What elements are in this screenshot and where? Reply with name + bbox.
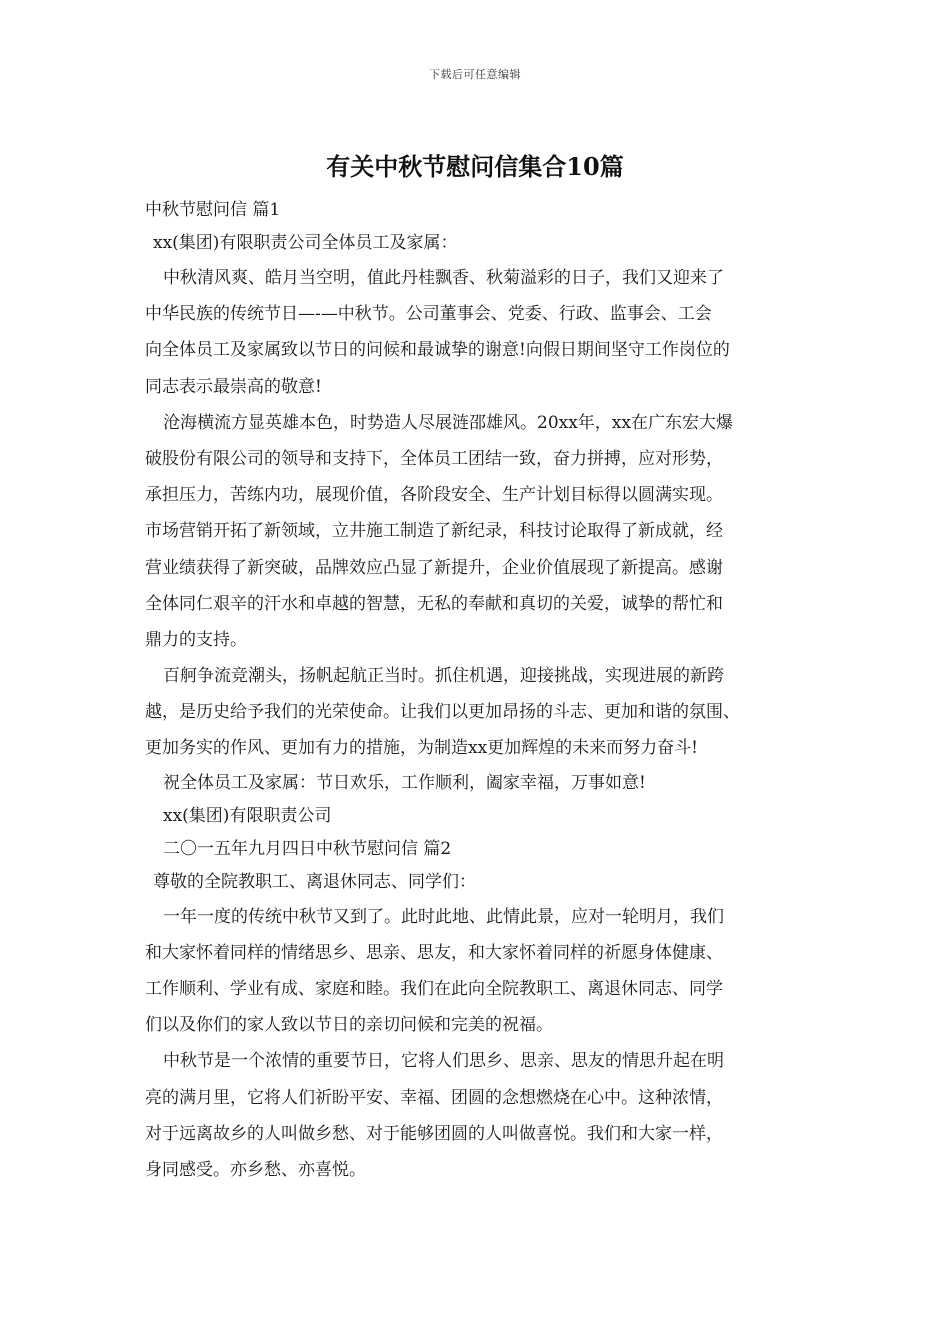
body-line: 亮的满月里，它将人们祈盼平安、幸福、团圆的念想燃烧在心中。这种浓情， <box>145 1087 723 1108</box>
body-line: 二〇一五年九月四日中秋节慰问信 篇2 <box>163 838 452 859</box>
body-line: 更加务实的作风、更加有力的措施，为制造xx更加辉煌的未来而努力奋斗! <box>145 738 699 759</box>
body-line: 对于远离故乡的人叫做乡愁、对于能够团圆的人叫做喜悦。我们和大家一样， <box>145 1123 723 1144</box>
body-line: xx(集团)有限职责公司全体员工及家属： <box>153 233 458 253</box>
body-line: 工作顺利、学业有成、家庭和睦。我们在此向全院教职工、离退休同志、同学 <box>145 979 723 999</box>
body-line: 百舸争流竞潮头，扬帆起航正当时。抓住机遇，迎接挑战，实现进展的新跨 <box>163 666 724 687</box>
body-line: 们以及你们的家人致以节日的亲切问候和完美的祝福。 <box>145 1015 553 1036</box>
body-line: 市场营销开拓了新领域，立井施工制造了新纪录，科技讨论取得了新成就，经 <box>145 521 723 542</box>
body-line: 中华民族的传统节日—-—中秋节。公司董事会、党委、行政、监事会、工会 <box>145 304 712 325</box>
body-line: 中秋清风爽、皓月当空明，值此丹桂飘香、秋菊溢彩的日子，我们又迎来了 <box>163 268 724 288</box>
body-line: 尊敬的全院教职工、离退休同志、同学们： <box>153 871 476 892</box>
body-line: 全体同仁艰辛的汗水和卓越的智慧，无私的奉献和真切的关爱，诚挚的帮忙和 <box>145 593 723 614</box>
body-line: 一年一度的传统中秋节又到了。此时此地、此情此景，应对一轮明月，我们 <box>163 906 724 927</box>
body-line: 中秋节是一个浓情的重要节日，它将人们思乡、思亲、思友的情思升起在明 <box>163 1051 724 1072</box>
body-line: 身同感受。亦乡愁、亦喜悦。 <box>145 1159 366 1180</box>
body-line: 同志表示最崇高的敬意! <box>145 376 322 397</box>
body-line: xx(集团)有限职责公司 <box>163 805 332 826</box>
body-line: 祝全体员工及家属：节日欢乐，工作顺利，阖家幸福，万事如意! <box>163 772 646 793</box>
document-body <box>145 194 835 1188</box>
body-line: 承担压力，苦练内功，展现价值，各阶段安全、生产计划目标得以圆满实现。 <box>145 485 723 506</box>
body-line: 和大家怀着同样的情绪思乡、思亲、思友，和大家怀着同样的祈愿身体健康、 <box>145 942 723 963</box>
body-line: 沧海横流方显英雄本色，时势造人尽展涟邵雄风。20xx年，xx在广东宏大爆 <box>163 412 733 433</box>
body-line: 向全体员工及家属致以节日的问候和最诚挚的谢意!向假日期间坚守工作岗位的 <box>145 340 730 361</box>
body-line: 营业绩获得了新突破，品牌效应凸显了新提升，企业价值展现了新提高。感谢 <box>145 557 723 578</box>
header-note: 下载后可任意编辑 <box>429 68 521 81</box>
body-line: 破股份有限公司的领导和支持下，全体员工团结一致，奋力拼搏，应对形势， <box>145 448 723 469</box>
body-line: 越，是历史给予我们的光荣使命。让我们以更加昂扬的斗志、更加和谐的氛围、 <box>145 702 740 723</box>
body-line: 中秋节慰问信 篇1 <box>145 200 281 220</box>
body-line: 鼎力的支持。 <box>145 629 247 650</box>
document-title: 有关中秋节慰问信集合10篇 <box>326 152 624 181</box>
